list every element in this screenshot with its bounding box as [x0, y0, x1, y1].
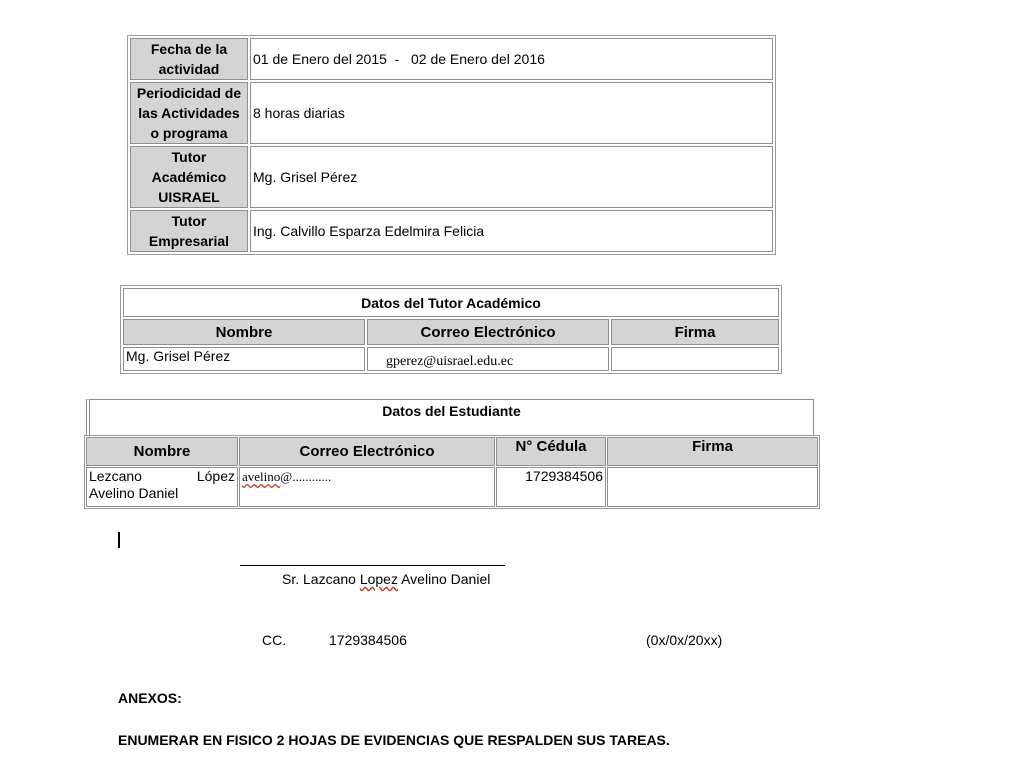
student-table-title: Datos del Estudiante: [86, 399, 814, 435]
tutor-email-cell[interactable]: [367, 347, 609, 371]
tutor-header-signature: Firma: [611, 319, 779, 345]
annex-text: ENUMERAR EN FISICO 2 HOJAS DE EVIDENCIAS QUE RESPALDEN SUS TAREAS.: [118, 732, 670, 748]
signer-name-prefix: Sr. Lazcano: [282, 571, 360, 587]
periodicity-value[interactable]: 8 horas diarias: [250, 82, 773, 144]
tutor-name-cell[interactable]: [123, 347, 365, 371]
student-name-part2: López: [196, 468, 235, 484]
tutor-header-name: Nombre: [123, 319, 365, 345]
cc-label: CC.: [262, 632, 287, 648]
date-placeholder: (0x/0x/20xx): [646, 632, 723, 648]
student-email-cell[interactable]: [239, 467, 495, 507]
activity-date-value[interactable]: 01 de Enero del 2015 - 02 de Enero del 2016: [250, 38, 773, 80]
tutor-table: [120, 285, 782, 374]
periodicity-label: Periodicidad de las Actividades o programa: [130, 82, 248, 144]
activity-table: [127, 35, 776, 255]
student-signature-cell[interactable]: [607, 467, 818, 507]
academic-tutor-value[interactable]: Mg. Grisel Pérez: [250, 146, 773, 208]
student-email-rest: @............: [280, 469, 332, 484]
signer-name: [282, 571, 490, 587]
academic-tutor-label: Tutor Académico UISRAEL: [130, 146, 248, 208]
signature-line: [240, 565, 505, 566]
signer-name-suffix: Avelino Daniel: [397, 571, 491, 587]
annex-label: ANEXOS:: [118, 690, 182, 706]
cc-value: 1729384506: [329, 632, 407, 648]
student-name-line2: Avelino Daniel: [89, 485, 179, 501]
student-table: [84, 435, 820, 509]
activity-date-label: Fecha de la actividad: [130, 38, 248, 80]
tutor-name: Mg. Grisel Pérez: [126, 348, 231, 364]
business-tutor-value[interactable]: Ing. Calvillo Esparza Edelmira Felicia: [250, 210, 773, 252]
tutor-email: gperez@uisrael.edu.ec: [386, 354, 514, 369]
student-header-signature: Firma: [607, 437, 818, 466]
tutor-header-email: Correo Electrónico: [367, 319, 609, 345]
student-header-email: Correo Electrónico: [239, 437, 495, 466]
student-cedula: 1729384506: [525, 468, 603, 484]
student-header-name: Nombre: [86, 437, 238, 466]
tutor-signature-cell[interactable]: [611, 347, 779, 371]
student-header-cedula: N° Cédula: [496, 437, 606, 466]
business-tutor-label: Tutor Empresarial: [130, 210, 248, 252]
student-name-cell[interactable]: [86, 467, 238, 507]
text-cursor: [118, 532, 120, 548]
tutor-table-title: Datos del Tutor Académico: [123, 288, 779, 317]
student-name-part1: Lezcano: [89, 468, 142, 484]
student-email-user: avelino: [242, 469, 281, 484]
student-cedula-cell[interactable]: [496, 467, 606, 507]
signer-name-flagged: Lopez: [359, 571, 398, 587]
